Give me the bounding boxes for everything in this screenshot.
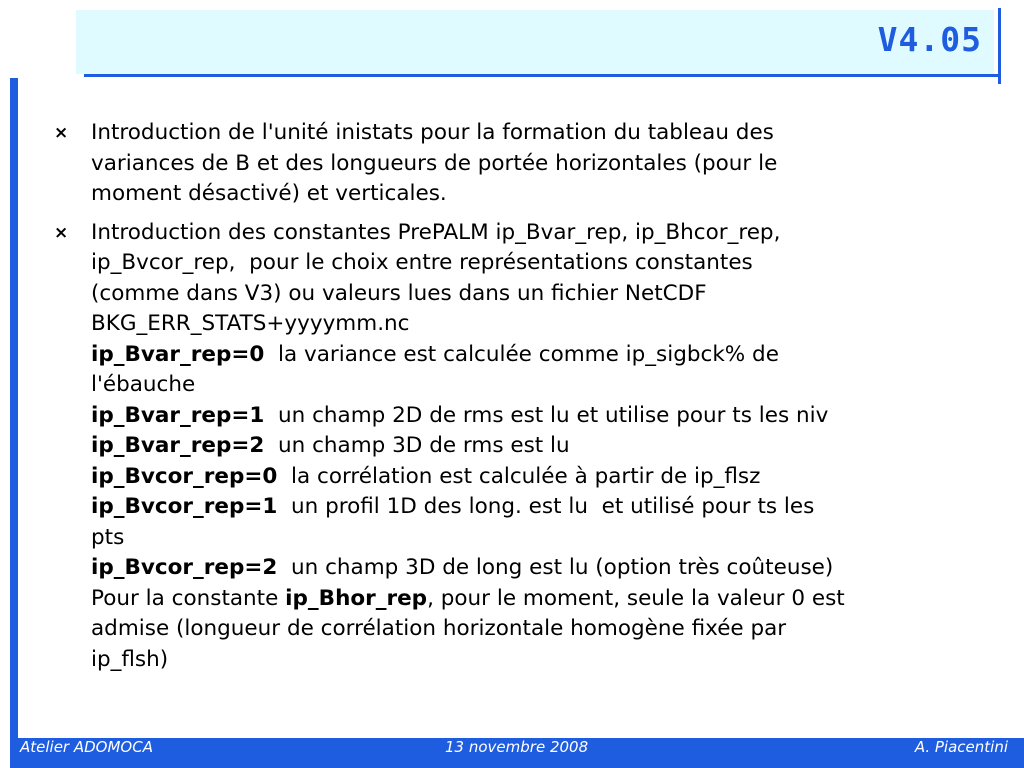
option-continuation: pts (91, 524, 125, 550)
option-key: ip_Bvcor_rep=0 (91, 463, 278, 489)
final-note-prefix: Pour la constante (91, 585, 286, 611)
bullet-item (52, 218, 1002, 676)
bullet-cross-icon: × (54, 222, 69, 243)
final-note-line: ip_flsh) (91, 646, 169, 672)
final-note-line (91, 584, 1002, 615)
option-line (91, 553, 1002, 584)
left-border-rule (10, 78, 18, 738)
header-underline (84, 74, 1001, 77)
option-key: ip_Bvar_rep=0 (91, 341, 265, 367)
option-key: ip_Bvcor_rep=1 (91, 494, 278, 519)
option-description: un champ 3D de rms est lu (264, 433, 570, 458)
bullet-text-line: (comme dans V3) ou valeurs lues dans un fichier NetCDF (91, 280, 707, 306)
final-note-suffix: , pour le moment, seule la valeur 0 est (427, 585, 845, 611)
option-description: un profil 1D des long. est lu et utilisé pour ts les (277, 494, 815, 519)
bullet-text-line: moment désactivé) et verticales. (91, 181, 447, 206)
footer-author: A. Piacentini (914, 738, 1008, 756)
header-band (76, 10, 994, 74)
option-line (91, 492, 1002, 523)
option-key: ip_Bvar_rep=2 (91, 433, 265, 458)
bullet-text-line: Introduction des constantes PrePALM ip_Bvar_rep, ip_Bhcor_rep, (91, 219, 781, 245)
bullet-text-line: Introduction de l'unité inistats pour la formation du tableau des (91, 120, 774, 145)
bullet-text-line: ip_Bvcor_rep, pour le choix entre représentations constantes (91, 250, 753, 275)
option-line (91, 431, 1002, 462)
final-note-key: ip_Bhor_rep (285, 585, 428, 611)
slide-title: V4.05 (877, 20, 982, 59)
footer-event: Atelier ADOMOCA (20, 738, 153, 756)
slide-content (52, 118, 1002, 683)
footer-bar (10, 738, 1024, 768)
option-key: ip_Bvar_rep=1 (91, 402, 265, 428)
option-description: la variance est calculée comme ip_sigbck% de (264, 341, 779, 367)
option-continuation: l'ébauche (91, 372, 196, 397)
footer-date: 13 novembre 2008 (445, 738, 589, 756)
option-description: un champ 2D de rms est lu et utilise pour ts les niv (264, 402, 829, 428)
bullet-item (52, 118, 1002, 210)
bullet-text-line: BKG_ERR_STATS+yyyymm.nc (91, 311, 410, 336)
header-vertical-rule (998, 8, 1001, 84)
option-line (91, 401, 1002, 432)
bullet-text-line: variances de B et des longueurs de portée horizontales (pour le (91, 150, 778, 176)
option-description: la corrélation est calculée à partir de ip_flsz (277, 463, 761, 489)
option-line (91, 462, 1002, 493)
option-key: ip_Bvcor_rep=2 (91, 555, 278, 580)
option-description: un champ 3D de long est lu (option très coûteuse) (277, 555, 834, 580)
option-line (91, 340, 1002, 371)
final-note-line: admise (longueur de corrélation horizontale homogène fixée par (91, 616, 787, 641)
bullet-cross-icon: × (54, 123, 69, 143)
